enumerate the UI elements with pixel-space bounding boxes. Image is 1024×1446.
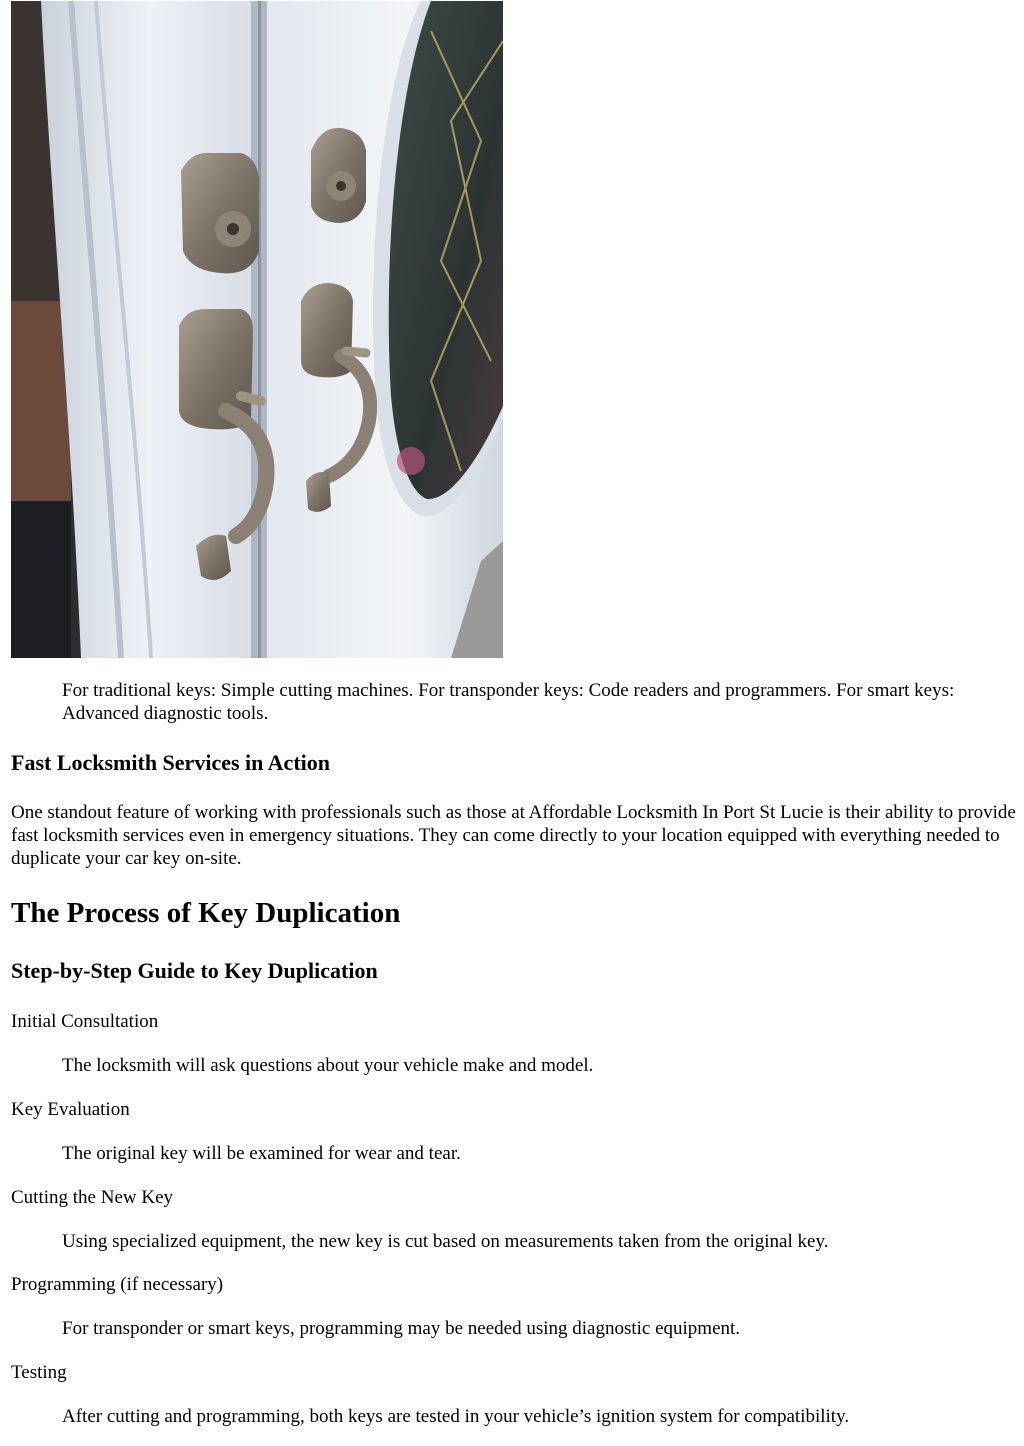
step-description: The locksmith will ask questions about your vehicle make and model. [62,1055,594,1076]
door-lock-photo [11,1,503,658]
fast-services-paragraph: One standout feature of working with professionals such as those at Affordable Locksmith In Port St Lucie is their ability to provide fast locksmith services even in emergency situations. They can come directly to your location equipped with everything needed to duplicate your car key on-site. [11,802,1016,869]
step-term: Key Evaluation [11,1099,130,1120]
step-description: The original key will be examined for wear and tear. [62,1143,461,1164]
step-description: Using specialized equipment, the new key is cut based on measurements taken from the original key. [62,1231,829,1252]
step-term: Programming (if necessary) [11,1274,224,1295]
step-description: After cutting and programming, both keys are tested in your vehicle’s ignition system for compatibility. [62,1406,850,1427]
step-term: Testing [11,1362,67,1383]
process-heading: The Process of Key Duplication [11,897,401,929]
step-description: For transponder or smart keys, programming may be needed using diagnostic equipment. [62,1318,741,1339]
step-guide-heading: Step-by-Step Guide to Key Duplication [11,958,378,983]
step-term: Cutting the New Key [11,1187,174,1208]
step-term: Initial Consultation [11,1011,159,1032]
key-types-text: For traditional keys: Simple cutting machines. For transponder keys: Code readers and programmers. For smart keys: Advanced diagnostic tools. [62,680,955,724]
fast-services-heading: Fast Locksmith Services in Action [11,750,330,775]
